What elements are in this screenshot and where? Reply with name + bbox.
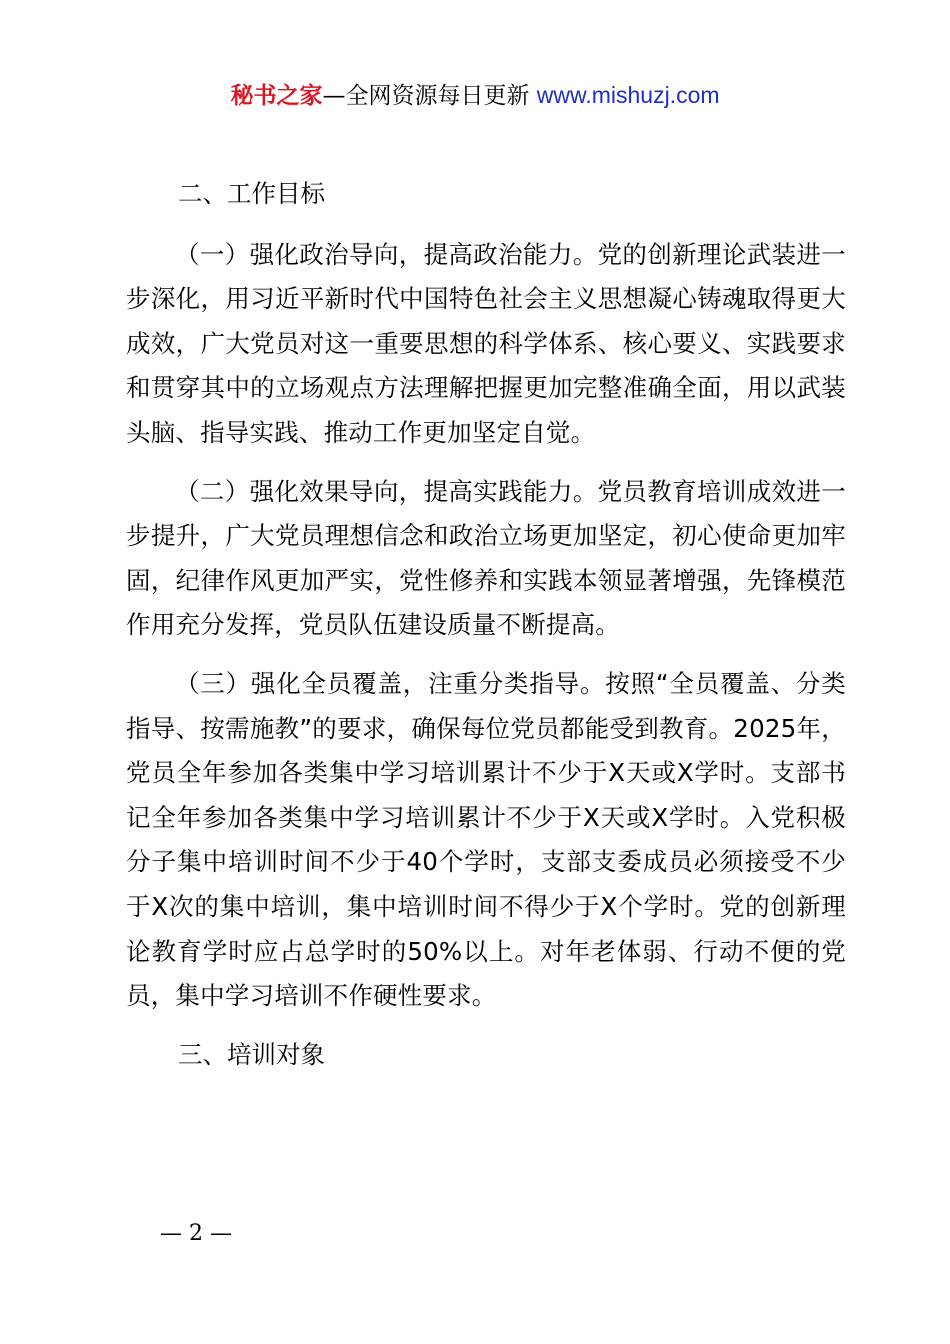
paragraph-political-orientation: （一）强化政治导向，提高政治能力。党的创新理论武装进一步深化，用习近平新时代中国特色社会主义思想凝心铸魂取得更大成效，广大党员对这一重要思想的科学体系、核心要义、实践要求和贯穿其中的立场观点方法理解把握更加完整准确全面，用以武装头脑、指导实践、推动工作更加坚定自觉。 [126,239,846,447]
banner-tagline: —全网资源每日更新 [322,83,530,109]
document-body [126,172,846,1077]
paragraph-full-coverage: （三）强化全员覆盖，注重分类指导。按照“全员覆盖、分类指导、按需施教”的要求，确保每位党员都能受到教育。2025年，党员全年参加各类集中学习培训累计不少于X天或X学时。支部书记全年参加各类集中学习培训累计不少于X天或X学时。入党积极分子集中培训时间不少于40个学时，支部支委成员必须接受不少于X次的集中培训，集中培训时间不得少于X个学时。党的创新理论教育学时应占总学时的50%以上。对年老体弱、行动不便的党员，集中学习培训不作硬性要求。 [126,668,846,1011]
page-number: — 2 — [160,1221,232,1246]
site-url-link[interactable]: www.mishuzj.com [536,82,720,108]
brand-name: 秘书之家 [230,83,323,109]
section-heading-work-goals: 二、工作目标 [178,179,325,208]
paragraph-effect-orientation: （二）强化效果导向，提高实践能力。党员教育培训成效进一步提升，广大党员理想信念和政治立场更加坚定，初心使命更加牢固，纪律作风更加严实，党性修养和实践本领显著增强，先锋模范作用充分发挥，党员队伍建设质量不断提高。 [126,476,846,640]
site-banner [0,78,950,113]
section-heading-training-targets: 三、培训对象 [178,1039,325,1069]
